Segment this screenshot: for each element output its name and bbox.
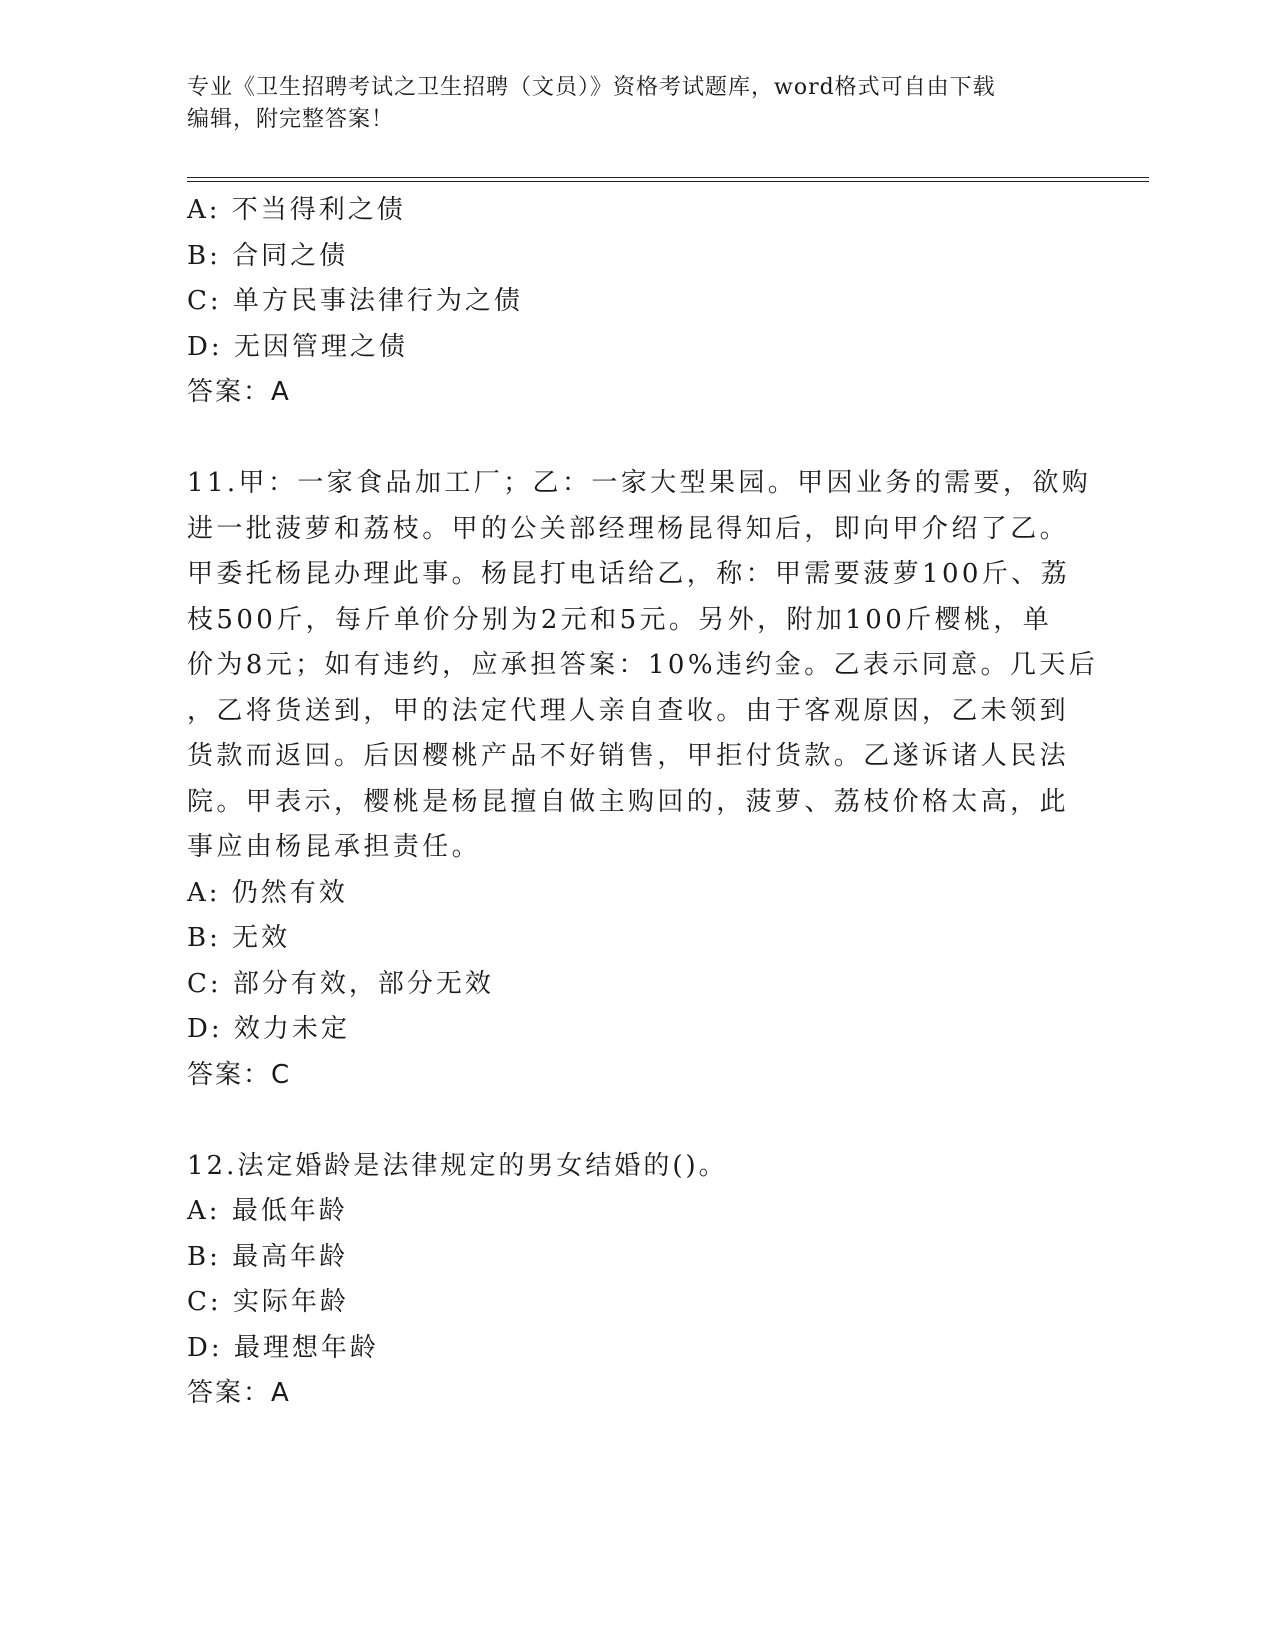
stem-line: 院。甲表示，樱桃是杨昆擅自做主购回的，菠萝、荔枝价格太高，此 <box>187 786 1070 817</box>
document-header <box>187 72 1067 136</box>
option-b: B: 无效 <box>187 923 291 953</box>
stem-line: 甲委托杨昆办理此事。杨昆打电话给乙，称：甲需要菠萝100斤、荔 <box>187 559 1071 589</box>
option-b: B: 最高年龄 <box>187 1241 349 1272</box>
question-stem <box>187 461 1099 871</box>
option-a: A: 仍然有效 <box>187 877 348 908</box>
answer: 答案：C <box>187 1059 292 1090</box>
stem-line: 货款而返回。后因樱桃产品不好销售，甲拒付货款。乙遂诉诸人民法 <box>187 741 1070 771</box>
option-a: A: 最低年龄 <box>187 1196 348 1226</box>
option-c: C: 部分有效，部分无效 <box>187 968 494 999</box>
option-b: B: 合同之债 <box>187 240 349 271</box>
option-d: D: 效力未定 <box>187 1014 350 1044</box>
stem-line: 事应由杨昆承担责任。 <box>187 832 482 862</box>
header-line-1: 专业《卫生招聘考试之卫生招聘（文员）》资格考试题库，word格式可自由下载 <box>187 75 996 100</box>
stem-line: ，乙将货送到，甲的法定代理人亲自查收。由于客观原因，乙未领到 <box>187 695 1070 726</box>
question-stem: 12.法定婚龄是法律规定的男女结婚的()。 <box>187 1150 728 1181</box>
header-rule-bottom <box>187 181 1149 182</box>
spacer <box>187 416 1067 462</box>
stem-line: 枝500斤，每斤单价分别为2元和5元。另外，附加100斤樱桃，单 <box>187 604 1053 635</box>
option-d: D: 最理想年龄 <box>187 1332 379 1363</box>
option-c: C: 单方民事法律行为之债 <box>187 286 523 316</box>
answer: 答案：A <box>187 377 291 407</box>
spacer <box>187 1098 1067 1144</box>
stem-line: 价为8元；如有违约，应承担答案：10%违约金。乙表示同意。几天后 <box>187 650 1099 680</box>
option-a: A: 不当得利之债 <box>187 195 406 225</box>
stem-line: 进一批菠萝和荔枝。甲的公关部经理杨昆得知后，即向甲介绍了乙。 <box>187 513 1070 544</box>
header-rule-top <box>187 177 1149 178</box>
header-line-2: 编辑，附完整答案！ <box>187 107 395 132</box>
option-d: D: 无因管理之债 <box>187 331 408 362</box>
stem-line: 11.甲：一家食品加工厂；乙：一家大型果园。甲因业务的需要，欲购 <box>187 468 1092 498</box>
question-10 <box>187 188 1067 416</box>
option-c: C: 实际年龄 <box>187 1287 349 1317</box>
question-list <box>187 188 1099 1417</box>
question-12 <box>187 1144 1067 1417</box>
answer: 答案：A <box>187 1378 291 1408</box>
question-11 <box>187 461 1099 1098</box>
